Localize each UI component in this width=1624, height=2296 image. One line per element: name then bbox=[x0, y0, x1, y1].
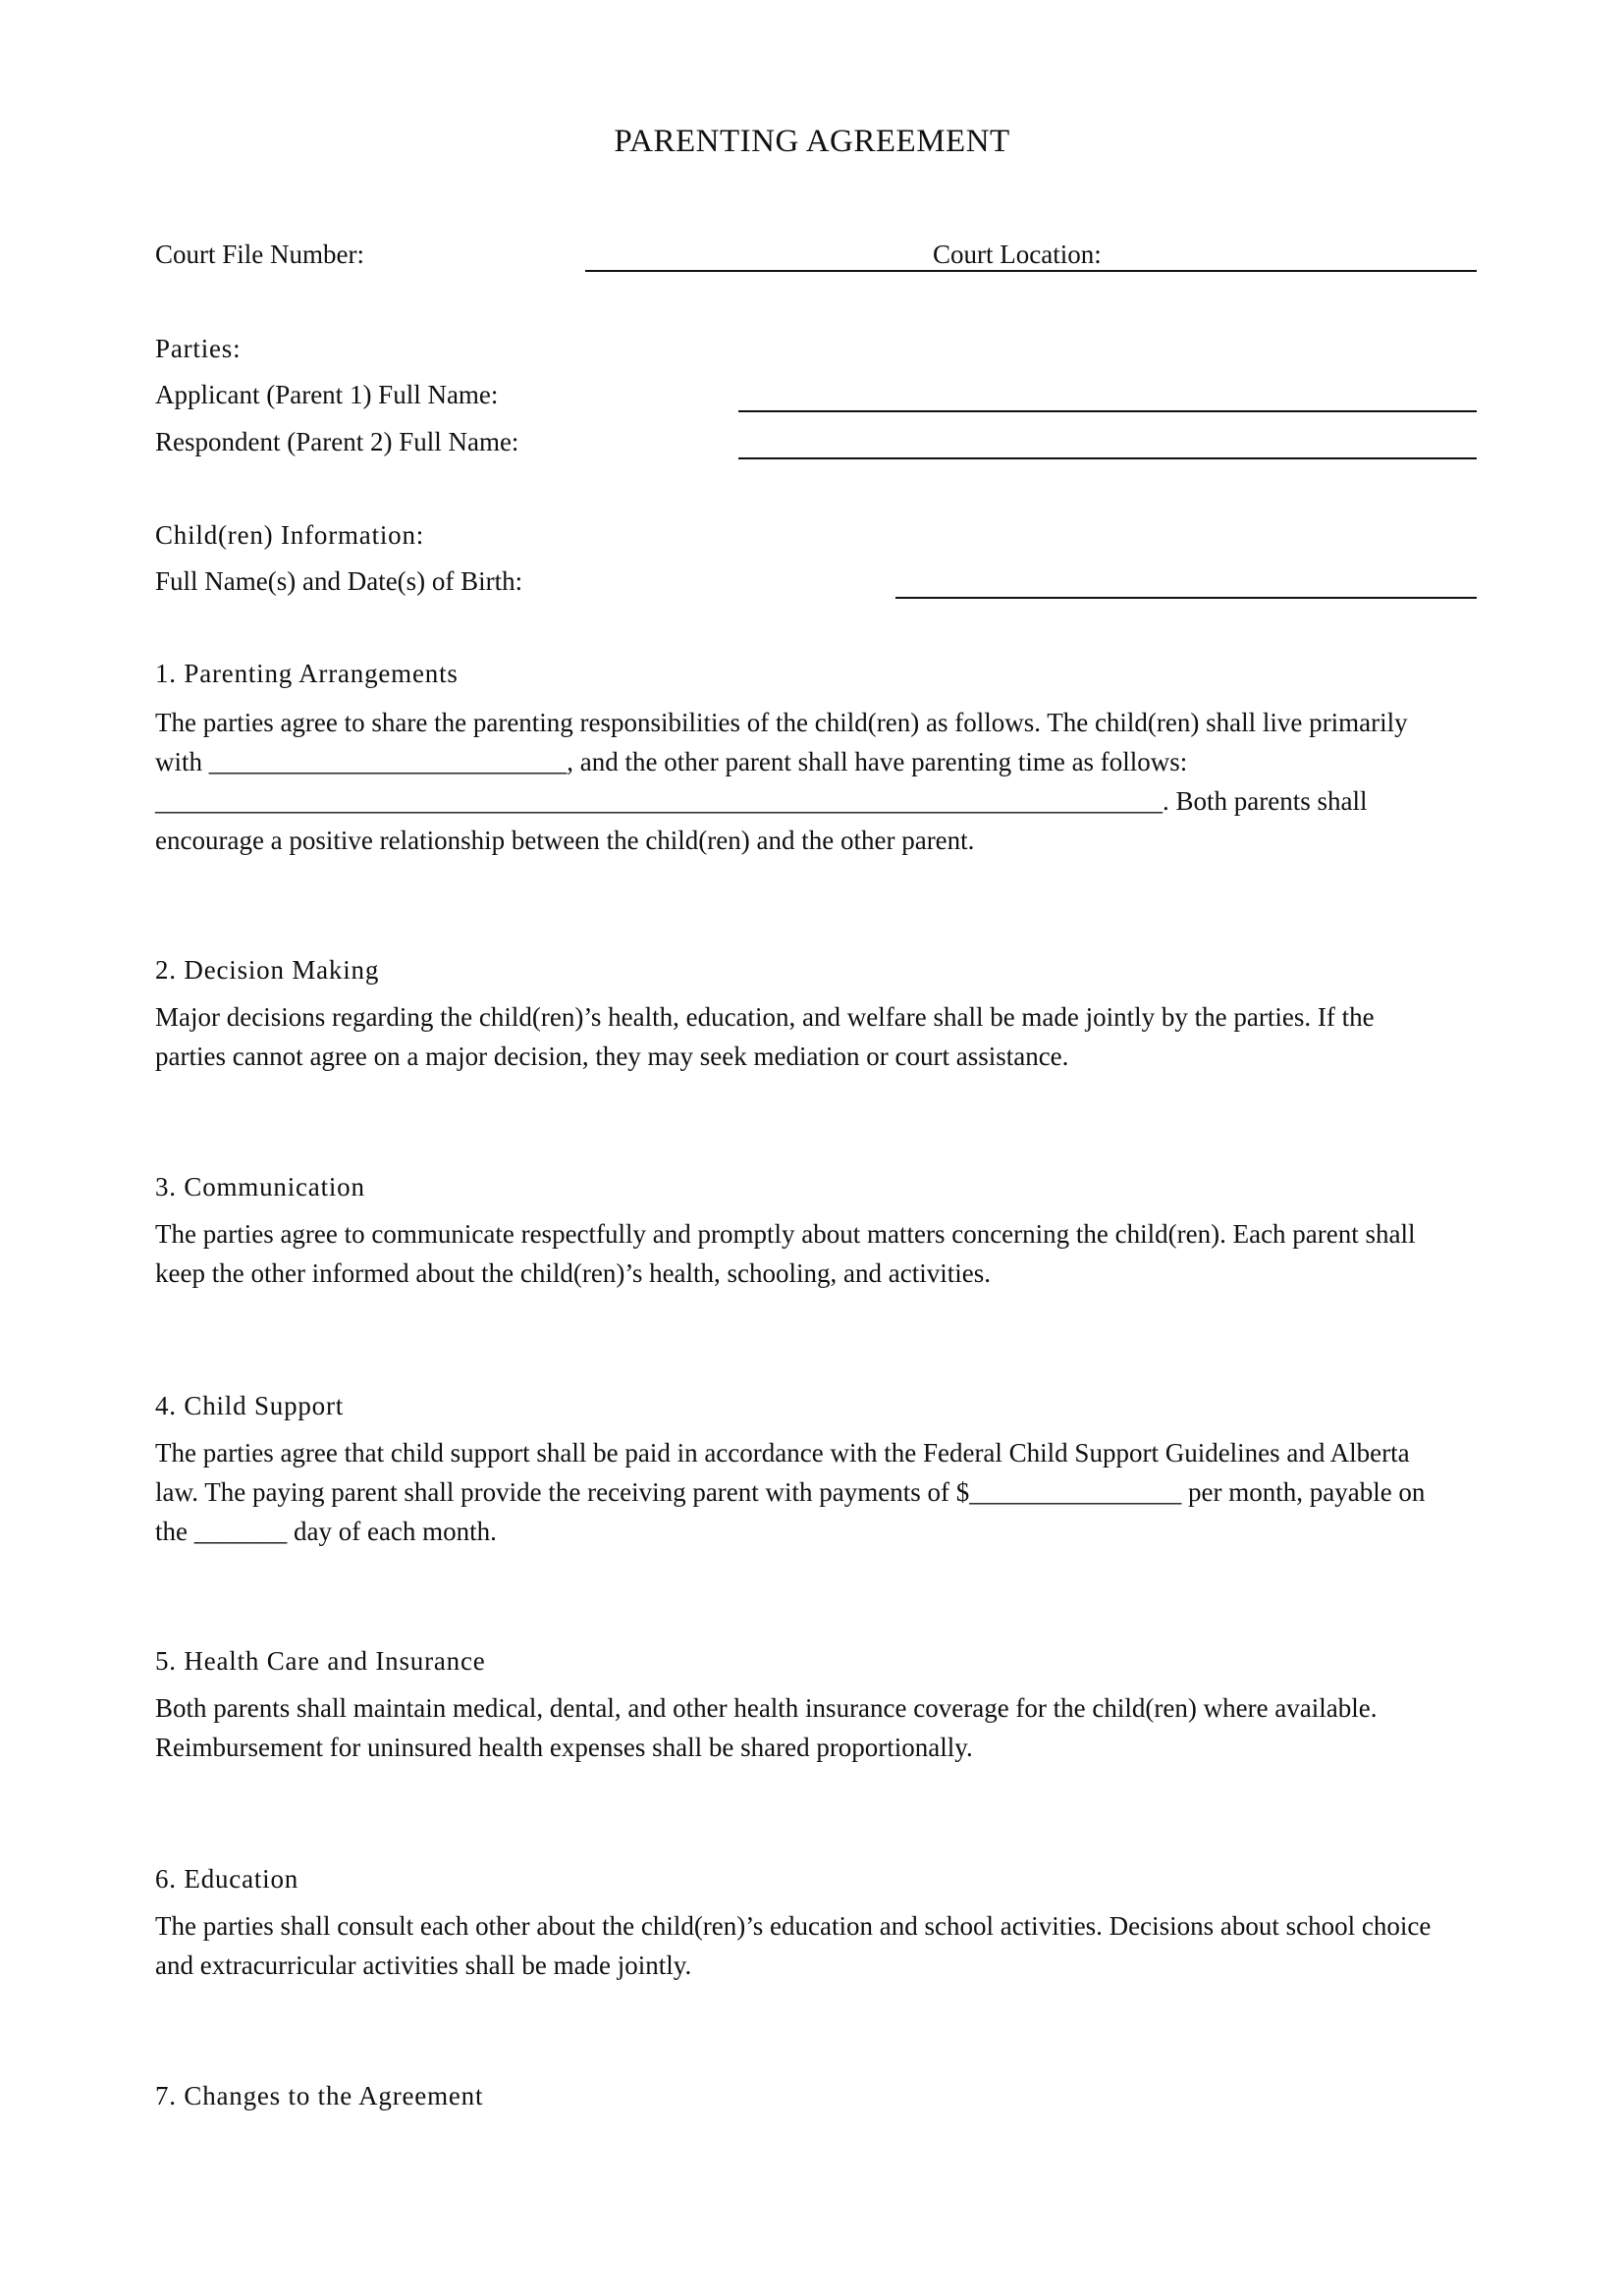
body-line: The parties shall consult each other about the child(ren)’s education and school activities. Decisions about school choice bbox=[155, 1911, 1432, 1941]
body-line: keep the other informed about the child(ren)’s health, schooling, and activities. bbox=[155, 1258, 991, 1288]
body-line: ____________________________________________________________________________. Both parents shall bbox=[155, 786, 1368, 816]
body-line: encourage a positive relationship between the child(ren) and the other parent. bbox=[155, 826, 975, 855]
section-body bbox=[155, 1688, 1481, 1767]
document-title: PARENTING AGREEMENT bbox=[614, 124, 1010, 159]
body-line: Both parents shall maintain medical, dental, and other health insurance coverage for the child(ren) where available. bbox=[155, 1693, 1378, 1723]
body-line: law. The paying parent shall provide the receiving parent with payments of $________________ per month, payable on bbox=[155, 1477, 1426, 1507]
body-line: with ___________________________, and the other parent shall have parenting time as follows: bbox=[155, 747, 1188, 776]
parties-heading: Parties: bbox=[155, 334, 242, 363]
section-heading: 4. Child Support bbox=[155, 1391, 345, 1420]
court-location-label: Court Location: bbox=[933, 240, 1102, 269]
body-line: The parties agree to communicate respectfully and promptly about matters concerning the child(ren). Each parent shall bbox=[155, 1219, 1416, 1249]
court-file-number-label: Court File Number: bbox=[155, 240, 364, 269]
section-heading: 3. Communication bbox=[155, 1172, 365, 1201]
section-heading: 5. Health Care and Insurance bbox=[155, 1646, 486, 1676]
section-body bbox=[155, 1906, 1481, 1985]
children-names-dob-field[interactable] bbox=[895, 597, 1477, 599]
body-line: and extracurricular activities shall be made jointly. bbox=[155, 1950, 692, 1980]
section-heading: 2. Decision Making bbox=[155, 955, 380, 985]
applicant-name-label: Applicant (Parent 1) Full Name: bbox=[155, 380, 499, 409]
children-names-dob-label: Full Name(s) and Date(s) of Birth: bbox=[155, 566, 523, 596]
section-body bbox=[155, 997, 1481, 1076]
respondent-name-field[interactable] bbox=[738, 457, 1477, 459]
section-heading: 7. Changes to the Agreement bbox=[155, 2081, 484, 2110]
body-line: parties cannot agree on a major decision, they may seek mediation or court assistance. bbox=[155, 1041, 1069, 1071]
body-line: Reimbursement for uninsured health expenses shall be shared proportionally. bbox=[155, 1733, 973, 1762]
section-body bbox=[155, 1214, 1481, 1293]
body-line: the _______ day of each month. bbox=[155, 1517, 497, 1546]
body-line: Major decisions regarding the child(ren)’s health, education, and welfare shall be made jointly by the parties. If the bbox=[155, 1002, 1375, 1032]
section-body bbox=[155, 703, 1481, 860]
section-heading: 1. Parenting Arrangements bbox=[155, 659, 459, 688]
body-line: The parties agree that child support shall be paid in accordance with the Federal Child Support Guidelines and Alberta bbox=[155, 1438, 1410, 1468]
children-heading: Child(ren) Information: bbox=[155, 520, 425, 550]
body-line: The parties agree to share the parenting responsibilities of the child(ren) as follows. The child(ren) shall live primarily bbox=[155, 708, 1408, 737]
respondent-name-label: Respondent (Parent 2) Full Name: bbox=[155, 427, 519, 456]
applicant-name-field[interactable] bbox=[738, 410, 1477, 412]
section-heading: 6. Education bbox=[155, 1864, 299, 1894]
section-body bbox=[155, 1433, 1481, 1551]
